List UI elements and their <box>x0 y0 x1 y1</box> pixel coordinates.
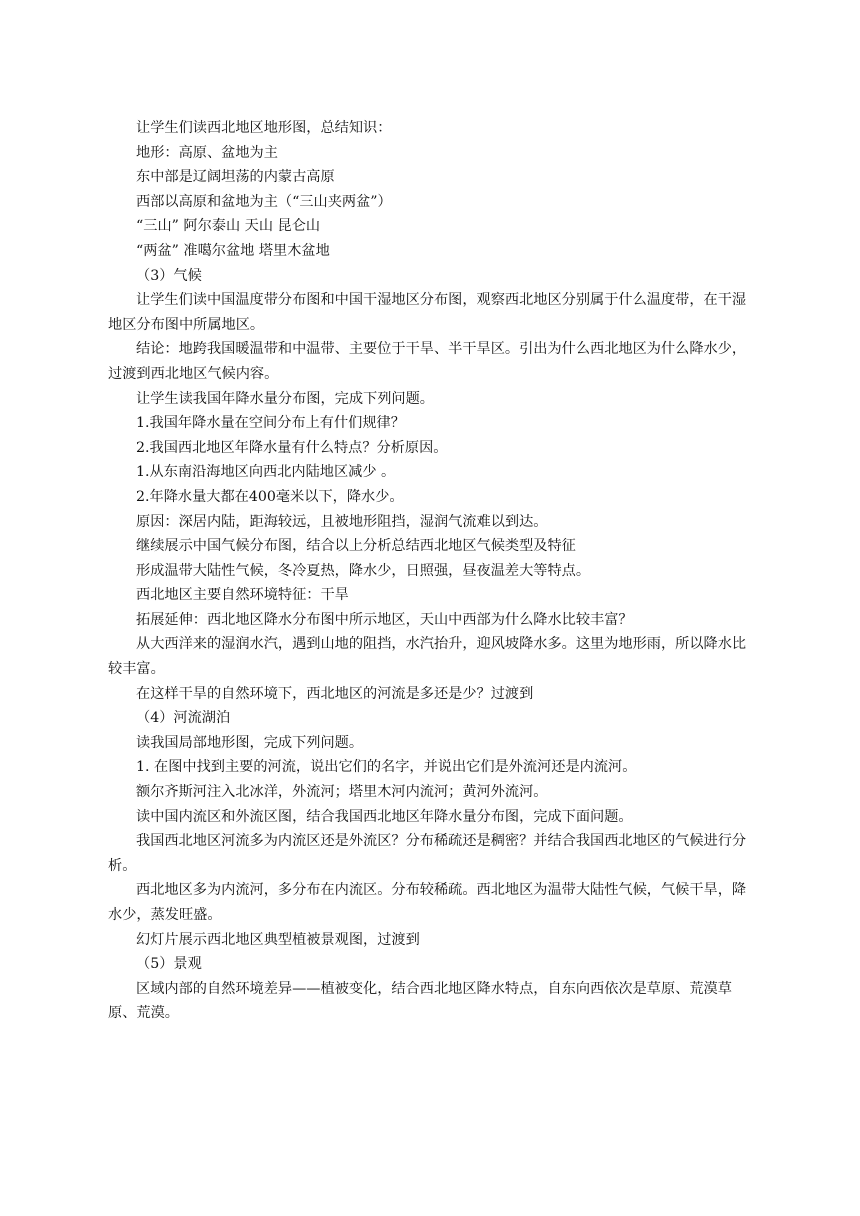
paragraph: 读中国内流区和外流区图，结合我国西北地区年降水量分布图，完成下面问题。 <box>136 808 633 825</box>
paragraph: “两盆” 准噶尔盆地 塔里木盆地 <box>136 242 330 259</box>
section-heading-rivers-lakes: （4）河流湖泊 <box>136 710 231 727</box>
paragraph: 1.从东南沿海地区向西北内陆地区减少 。 <box>136 464 396 481</box>
paragraph: 东中部是辽阔坦荡的内蒙古高原 <box>136 169 335 186</box>
paragraph: 西部以高原和盆地为主（“三山夹两盆”） <box>136 193 392 210</box>
section-heading-landscape: （5）景观 <box>136 956 202 973</box>
paragraph: 我国西北地区河流多为内流区还是外流区？分布稀疏还是稠密？并结合我国西北地区的气候进行分析。 <box>108 833 747 874</box>
paragraph: 西北地区主要自然环境特征：干旱 <box>136 587 349 604</box>
paragraph: 从大西洋来的湿润水汽，遇到山地的阻挡，水汽抬升，迎风坡降水多。这里为地形雨，所以降水比较丰富。 <box>108 636 747 678</box>
paragraph: 地形：高原、盆地为主 <box>136 144 278 161</box>
paragraph: 形成温带大陆性气候，冬冷夏热，降水少，日照强，昼夜温差大等特点。 <box>136 562 591 579</box>
paragraph: 结论：地跨我国暖温带和中温带、主要位于干旱、半干旱区。引出为什么西北地区为什么降水少，过渡到西北地区气候内容。 <box>108 341 747 382</box>
section-heading-climate: （3）气候 <box>136 267 202 284</box>
paragraph: 让学生们读中国温度带分布图和中国干湿地区分布图，观察西北地区分别属于什么温度带，在干湿地区分布图中所属地区。 <box>108 292 747 333</box>
paragraph: 额尔齐斯河注入北冰洋，外流河；塔里木河内流河；黄河外流河。 <box>136 784 548 801</box>
paragraph: 1.我国年降水量在空间分布上有什们规律？ <box>136 415 405 432</box>
paragraph: 2.年降水量大都在400毫米以下，降水少。 <box>136 488 404 505</box>
paragraph: 原因：深居内陆，距海较远，且被地形阻挡，湿润气流难以到达。 <box>136 513 548 530</box>
paragraph: 区域内部的自然环境差异——植被变化，结合西北地区降水特点，自东向西依次是草原、荒漠草原、荒漠。 <box>108 980 732 1022</box>
paragraph: 让学生们读西北地区地形图，总结知识： <box>136 120 392 136</box>
paragraph: 让学生读我国年降水量分布图，完成下列问题。 <box>136 390 434 407</box>
document-page <box>108 116 756 1026</box>
paragraph: 幻灯片展示西北地区典型植被景观图，过渡到 <box>136 931 420 948</box>
paragraph: 拓展延伸：西北地区降水分布图中所示地区，天山中西部为什么降水比较丰富？ <box>136 611 633 628</box>
paragraph: “三山” 阿尔泰山 天山 昆仑山 <box>136 218 321 235</box>
paragraph: 1. 在图中找到主要的河流，说出它们的名字，并说出它们是外流河还是内流河。 <box>136 759 637 776</box>
paragraph: 读我国局部地形图，完成下列问题。 <box>136 734 364 751</box>
paragraph: 2.我国西北地区年降水量有什么特点？分析原因。 <box>136 439 448 456</box>
paragraph: 继续展示中国气候分布图，结合以上分析总结西北地区气候类型及特征 <box>136 538 576 555</box>
paragraph: 西北地区多为内流河，多分布在内流区。分布较稀疏。西北地区为温带大陆性气候，气候干旱，降水少，蒸发旺盛。 <box>108 882 747 923</box>
paragraph: 在这样干旱的自然环境下，西北地区的河流是多还是少？过渡到 <box>136 685 534 702</box>
